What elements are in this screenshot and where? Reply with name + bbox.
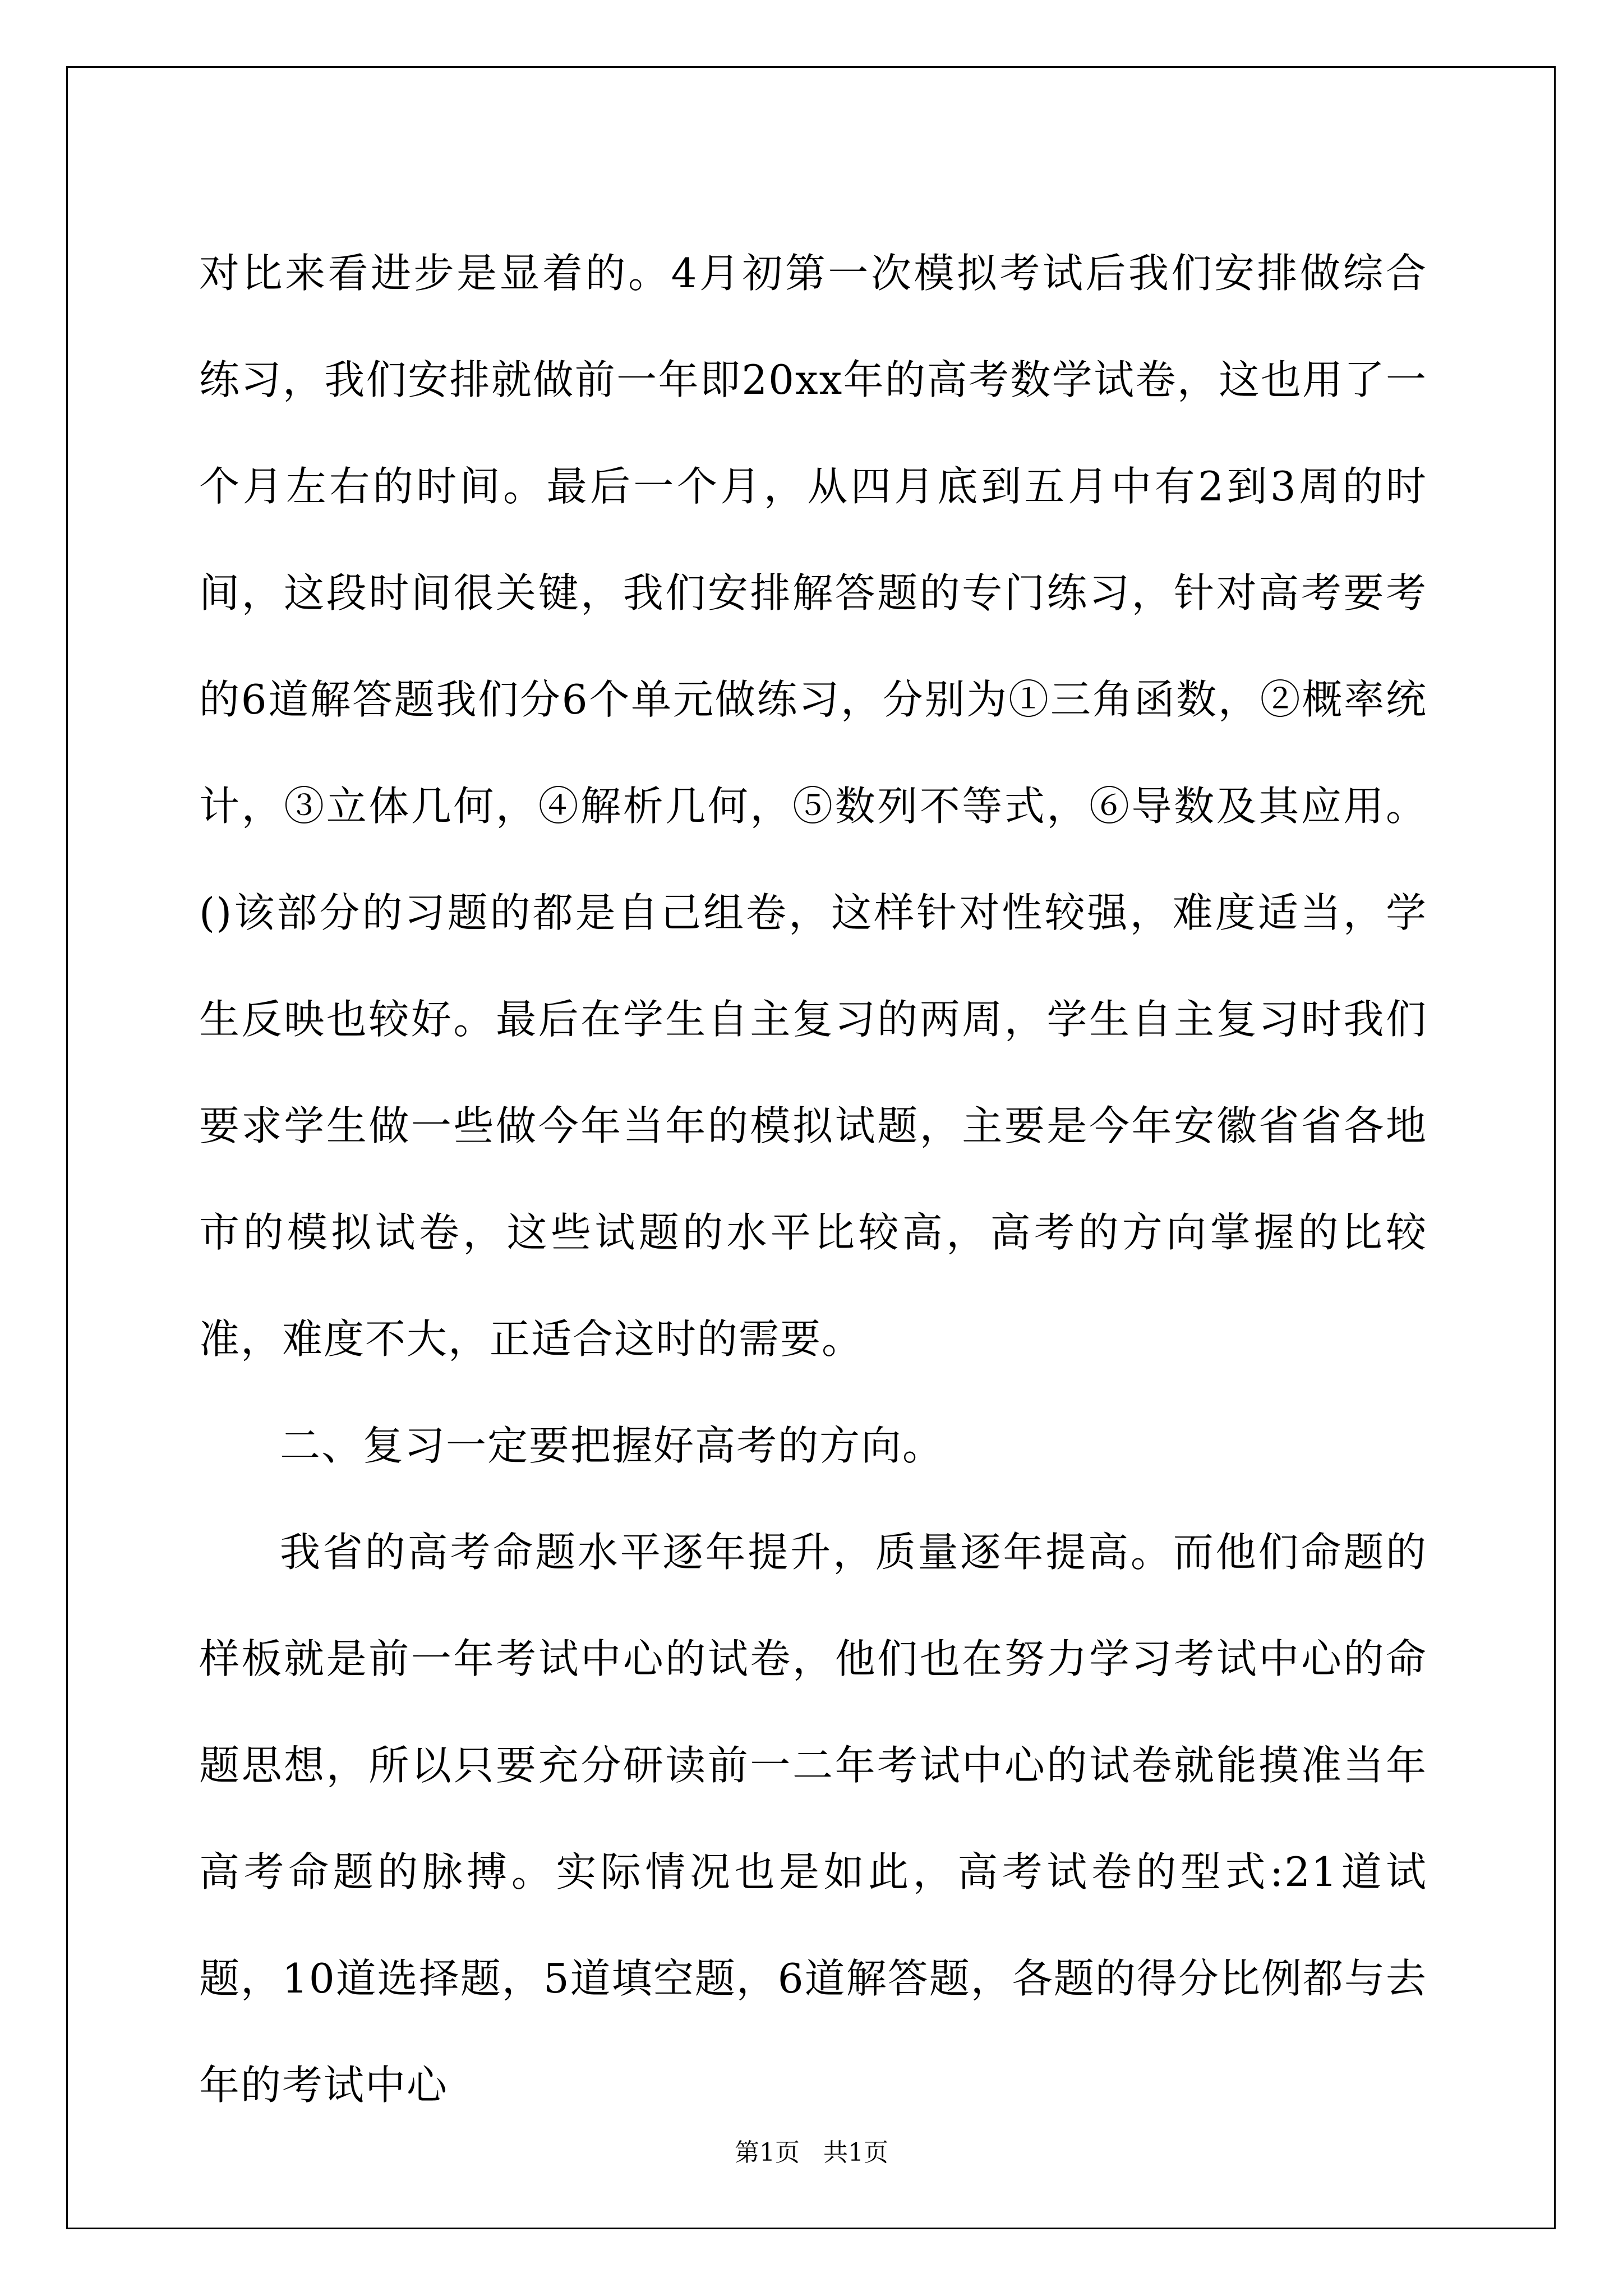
page-footer: 第1页 共1页 — [735, 2138, 888, 2167]
paragraph-2-heading: 二、复习一定要把握好高考的方向。 — [280, 1422, 944, 1469]
document-body — [199, 220, 1427, 2138]
paragraph-3: 我省的高考命题水平逐年提升，质量逐年提高。而他们命题的样板就是前一年考试中心的试卷，他们也在努力学习考试中心的命题思想，所以只要充分研读前一二年考试中心的试卷就能摸准当年高考命题的脉搏。实际情况也是如此，高考试卷的型式:21道试题，10道选择题，5道填空题，6道解答题，各题的得分比例都与去年的考试中心 — [199, 1529, 1427, 2109]
paragraph-1: 对比来看进步是显着的。4月初第一次模拟考试后我们安排做综合练习，我们安排就做前一年即20xx年的高考数学试卷，这也用了一个月左右的时间。最后一个月，从四月底到五月中有2到3周的时间，这段时间很关键，我们安排解答题的专门练习，针对高考要考的6道解答题我们分6个单元做练习，分别为①三角函数，②概率统计，③立体几何，④解析几何，⑤数列不等式，⑥导数及其应用。()该部分的习题的都是自己组卷，这样针对性较强，难度适当，学生反映也较好。最后在学生自主复习的两周，学生自主复习时我们要求学生做一些做今年当年的模拟试题，主要是今年安徽省省各地市的模拟试卷，这些试题的水平比较高，高考的方向掌握的比较准，难度不大，正适合这时的需要。 — [199, 250, 1427, 1363]
